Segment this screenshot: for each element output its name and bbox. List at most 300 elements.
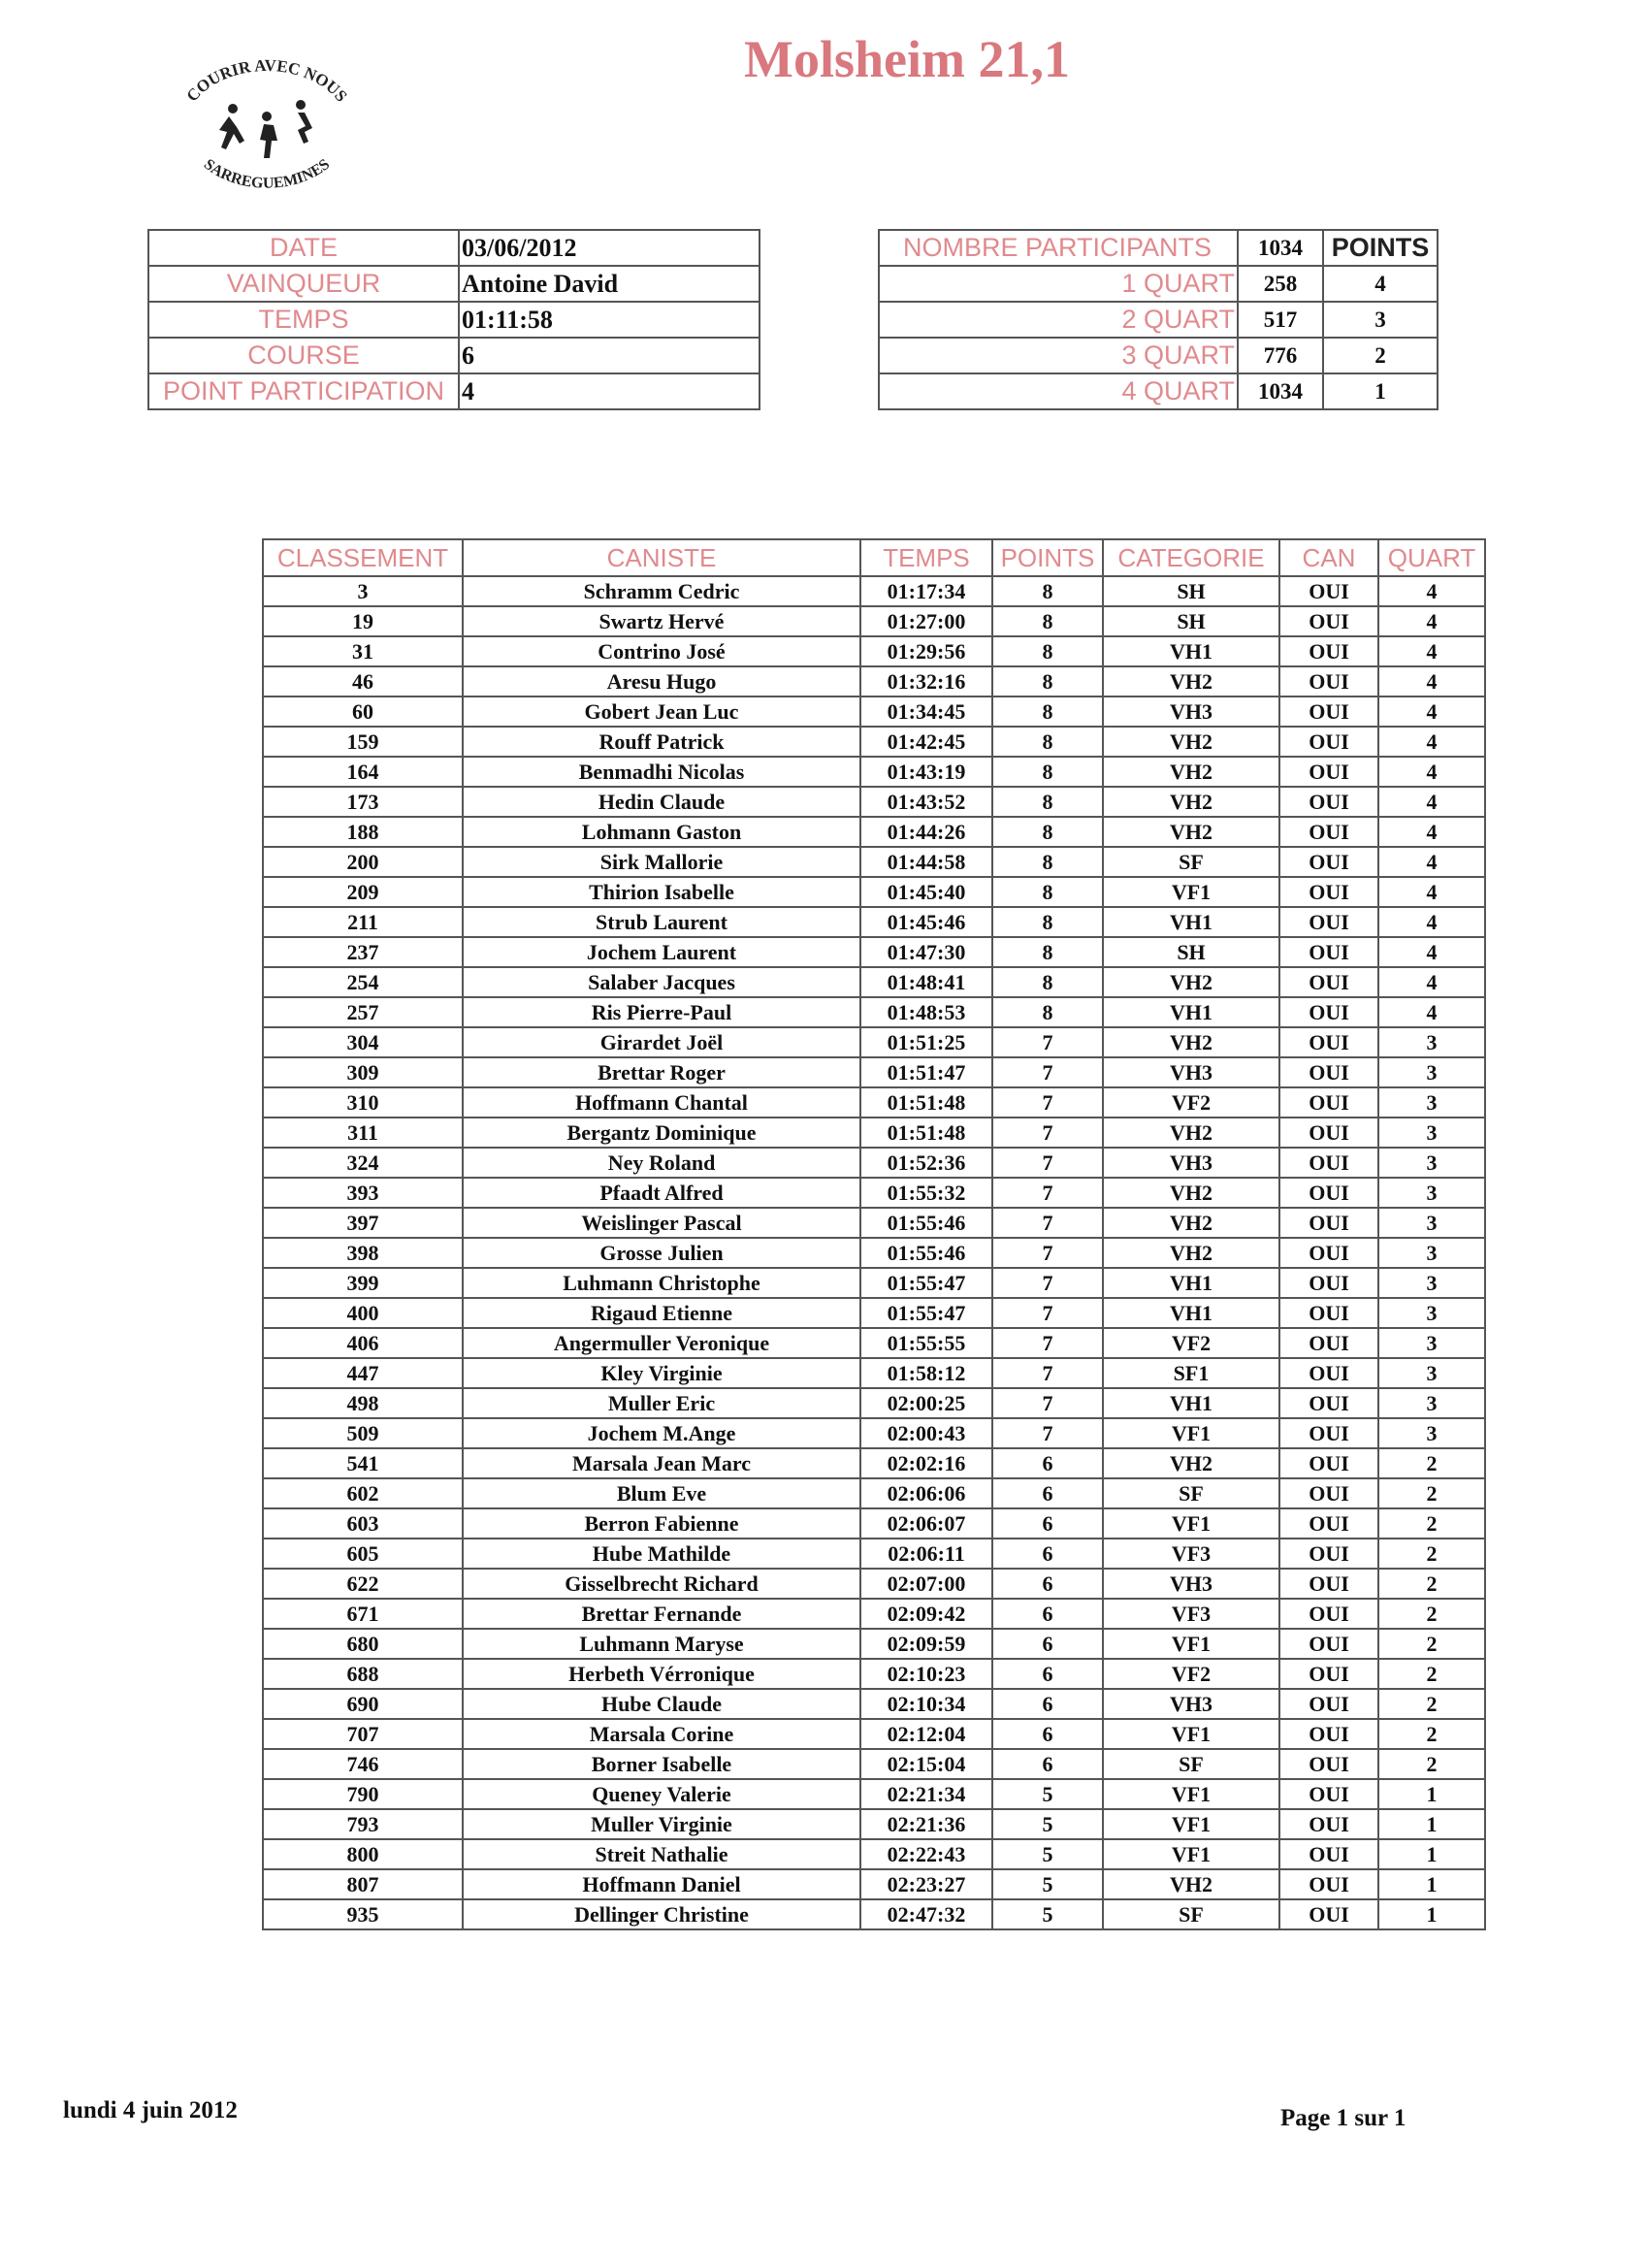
table-row xyxy=(263,1328,1485,1358)
rank-cell: 680 xyxy=(263,1629,463,1659)
column-header: CAN xyxy=(1279,539,1378,576)
footer-date: lundi 4 juin 2012 xyxy=(63,2097,238,2123)
name-cell: Muller Eric xyxy=(463,1388,860,1418)
results-header-row xyxy=(263,539,1485,576)
points-cell: 8 xyxy=(992,937,1103,967)
table-row xyxy=(263,1508,1485,1539)
time-cell: 01:55:47 xyxy=(860,1268,992,1298)
info-label: DATE xyxy=(148,230,459,266)
rank-cell: 498 xyxy=(263,1388,463,1418)
time-cell: 01:55:32 xyxy=(860,1178,992,1208)
points-cell: 5 xyxy=(992,1899,1103,1929)
category-cell: VH2 xyxy=(1103,1118,1279,1148)
logo-text-top: COURIR AVEC NOUS xyxy=(182,58,351,106)
name-cell: Gisselbrecht Richard xyxy=(463,1569,860,1599)
rank-cell: 541 xyxy=(263,1448,463,1478)
table-row xyxy=(263,877,1485,907)
category-cell: VF1 xyxy=(1103,1418,1279,1448)
quart-cell: 3 xyxy=(1378,1268,1485,1298)
quart-cell: 3 xyxy=(1378,1178,1485,1208)
time-cell: 02:06:06 xyxy=(860,1478,992,1508)
quart-cell: 4 xyxy=(1378,967,1485,997)
info-label: TEMPS xyxy=(148,302,459,338)
can-cell: OUI xyxy=(1279,817,1378,847)
category-cell: VF1 xyxy=(1103,877,1279,907)
category-cell: VH1 xyxy=(1103,997,1279,1027)
can-cell: OUI xyxy=(1279,1719,1378,1749)
quart-cell: 4 xyxy=(1378,697,1485,727)
category-cell: VF1 xyxy=(1103,1809,1279,1839)
quarter-label: 4 QUART xyxy=(879,373,1238,409)
category-cell: VF1 xyxy=(1103,1629,1279,1659)
info-value: 03/06/2012 xyxy=(459,230,760,266)
name-cell: Girardet Joël xyxy=(463,1027,860,1057)
rank-cell: 164 xyxy=(263,757,463,787)
can-cell: OUI xyxy=(1279,636,1378,666)
table-row xyxy=(263,817,1485,847)
can-cell: OUI xyxy=(1279,1268,1378,1298)
points-cell: 5 xyxy=(992,1869,1103,1899)
name-cell: Contrino José xyxy=(463,636,860,666)
points-cell: 6 xyxy=(992,1448,1103,1478)
quart-cell: 3 xyxy=(1378,1298,1485,1328)
table-row xyxy=(263,1779,1485,1809)
quart-cell: 4 xyxy=(1378,997,1485,1027)
can-cell: OUI xyxy=(1279,697,1378,727)
rank-cell: 398 xyxy=(263,1238,463,1268)
time-cell: 01:44:26 xyxy=(860,817,992,847)
time-cell: 01:51:47 xyxy=(860,1057,992,1087)
quart-cell: 3 xyxy=(1378,1148,1485,1178)
points-header: POINTS xyxy=(1323,230,1438,266)
info-row xyxy=(148,230,760,266)
footer-page: Page 1 sur 1 xyxy=(1280,2105,1406,2131)
rank-cell: 188 xyxy=(263,817,463,847)
time-cell: 01:55:47 xyxy=(860,1298,992,1328)
category-cell: SH xyxy=(1103,937,1279,967)
category-cell: VH1 xyxy=(1103,907,1279,937)
points-cell: 5 xyxy=(992,1839,1103,1869)
name-cell: Hoffmann Chantal xyxy=(463,1087,860,1118)
table-row xyxy=(263,1809,1485,1839)
table-row xyxy=(263,967,1485,997)
rank-cell: 159 xyxy=(263,727,463,757)
name-cell: Lohmann Gaston xyxy=(463,817,860,847)
name-cell: Rigaud Etienne xyxy=(463,1298,860,1328)
can-cell: OUI xyxy=(1279,1569,1378,1599)
table-row xyxy=(263,1118,1485,1148)
table-row xyxy=(263,1599,1485,1629)
points-cell: 7 xyxy=(992,1268,1103,1298)
category-cell: VH3 xyxy=(1103,1569,1279,1599)
category-cell: VH2 xyxy=(1103,967,1279,997)
table-row xyxy=(263,1448,1485,1478)
time-cell: 02:22:43 xyxy=(860,1839,992,1869)
table-row xyxy=(263,1298,1485,1328)
category-cell: SH xyxy=(1103,576,1279,606)
points-cell: 6 xyxy=(992,1659,1103,1689)
time-cell: 02:23:27 xyxy=(860,1869,992,1899)
name-cell: Benmadhi Nicolas xyxy=(463,757,860,787)
category-cell: VH3 xyxy=(1103,697,1279,727)
quart-cell: 4 xyxy=(1378,757,1485,787)
table-row xyxy=(263,1569,1485,1599)
time-cell: 02:15:04 xyxy=(860,1749,992,1779)
quart-cell: 2 xyxy=(1378,1719,1485,1749)
table-row xyxy=(263,697,1485,727)
time-cell: 02:06:11 xyxy=(860,1539,992,1569)
time-cell: 02:02:16 xyxy=(860,1448,992,1478)
table-row xyxy=(263,1087,1485,1118)
category-cell: VF2 xyxy=(1103,1659,1279,1689)
quart-cell: 1 xyxy=(1378,1899,1485,1929)
svg-text:SARREGUEMINES xyxy=(201,156,333,192)
quart-cell: 3 xyxy=(1378,1208,1485,1238)
category-cell: VF1 xyxy=(1103,1839,1279,1869)
category-cell: VF3 xyxy=(1103,1539,1279,1569)
info-row xyxy=(148,373,760,409)
quart-cell: 2 xyxy=(1378,1749,1485,1779)
table-row xyxy=(263,1208,1485,1238)
name-cell: Berron Fabienne xyxy=(463,1508,860,1539)
quart-cell: 4 xyxy=(1378,787,1485,817)
points-cell: 8 xyxy=(992,636,1103,666)
time-cell: 02:00:25 xyxy=(860,1388,992,1418)
can-cell: OUI xyxy=(1279,1689,1378,1719)
table-row xyxy=(263,1899,1485,1929)
time-cell: 01:43:19 xyxy=(860,757,992,787)
info-row xyxy=(148,338,760,373)
participants-label: NOMBRE PARTICIPANTS xyxy=(879,230,1238,266)
name-cell: Weislinger Pascal xyxy=(463,1208,860,1238)
can-cell: OUI xyxy=(1279,576,1378,606)
name-cell: Streit Nathalie xyxy=(463,1839,860,1869)
quart-cell: 3 xyxy=(1378,1388,1485,1418)
quarter-label: 2 QUART xyxy=(879,302,1238,338)
time-cell: 01:55:55 xyxy=(860,1328,992,1358)
quart-cell: 1 xyxy=(1378,1839,1485,1869)
rank-cell: 310 xyxy=(263,1087,463,1118)
time-cell: 02:10:23 xyxy=(860,1659,992,1689)
quart-cell: 4 xyxy=(1378,576,1485,606)
table-row xyxy=(263,727,1485,757)
name-cell: Jochem Laurent xyxy=(463,937,860,967)
category-cell: SF xyxy=(1103,847,1279,877)
quart-cell: 2 xyxy=(1378,1448,1485,1478)
participants-count: 1034 xyxy=(1238,230,1323,266)
rank-cell: 746 xyxy=(263,1749,463,1779)
category-cell: SF xyxy=(1103,1478,1279,1508)
quart-cell: 3 xyxy=(1378,1087,1485,1118)
logo-text-bottom: SARREGUEMINES xyxy=(200,155,334,192)
can-cell: OUI xyxy=(1279,1659,1378,1689)
category-cell: VH2 xyxy=(1103,1869,1279,1899)
quart-cell: 2 xyxy=(1378,1629,1485,1659)
points-cell: 8 xyxy=(992,606,1103,636)
time-cell: 01:47:30 xyxy=(860,937,992,967)
quart-cell: 3 xyxy=(1378,1358,1485,1388)
table-row xyxy=(263,1178,1485,1208)
can-cell: OUI xyxy=(1279,1328,1378,1358)
table-row xyxy=(263,1539,1485,1569)
points-cell: 7 xyxy=(992,1238,1103,1268)
column-header: CLASSEMENT xyxy=(263,539,463,576)
info-value: Antoine David xyxy=(459,266,760,302)
time-cell: 02:21:34 xyxy=(860,1779,992,1809)
points-cell: 6 xyxy=(992,1599,1103,1629)
category-cell: VH3 xyxy=(1103,1057,1279,1087)
rank-cell: 254 xyxy=(263,967,463,997)
name-cell: Thirion Isabelle xyxy=(463,877,860,907)
quarter-points: 4 xyxy=(1323,266,1438,302)
table-row xyxy=(263,997,1485,1027)
rank-cell: 605 xyxy=(263,1539,463,1569)
quart-cell: 4 xyxy=(1378,636,1485,666)
name-cell: Ney Roland xyxy=(463,1148,860,1178)
table-row xyxy=(263,1148,1485,1178)
quart-cell: 3 xyxy=(1378,1118,1485,1148)
points-cell: 6 xyxy=(992,1508,1103,1539)
points-cell: 7 xyxy=(992,1148,1103,1178)
category-cell: VH2 xyxy=(1103,1208,1279,1238)
can-cell: OUI xyxy=(1279,1148,1378,1178)
name-cell: Swartz Hervé xyxy=(463,606,860,636)
name-cell: Hoffmann Daniel xyxy=(463,1869,860,1899)
info-label: VAINQUEUR xyxy=(148,266,459,302)
name-cell: Bergantz Dominique xyxy=(463,1118,860,1148)
can-cell: OUI xyxy=(1279,1388,1378,1418)
time-cell: 01:45:40 xyxy=(860,877,992,907)
category-cell: VF3 xyxy=(1103,1599,1279,1629)
category-cell: VH2 xyxy=(1103,1178,1279,1208)
rank-cell: 509 xyxy=(263,1418,463,1448)
column-header: TEMPS xyxy=(860,539,992,576)
quart-cell: 3 xyxy=(1378,1027,1485,1057)
time-cell: 01:51:48 xyxy=(860,1087,992,1118)
name-cell: Brettar Fernande xyxy=(463,1599,860,1629)
can-cell: OUI xyxy=(1279,1749,1378,1779)
quart-cell: 1 xyxy=(1378,1779,1485,1809)
page-title: Molsheim 21,1 xyxy=(744,30,1070,88)
table-row xyxy=(263,787,1485,817)
points-cell: 7 xyxy=(992,1087,1103,1118)
rank-cell: 257 xyxy=(263,997,463,1027)
quart-cell: 1 xyxy=(1378,1869,1485,1899)
table-row xyxy=(263,1027,1485,1057)
time-cell: 02:10:34 xyxy=(860,1689,992,1719)
quart-cell: 4 xyxy=(1378,817,1485,847)
rank-cell: 622 xyxy=(263,1569,463,1599)
can-cell: OUI xyxy=(1279,666,1378,697)
quarter-row xyxy=(879,302,1438,338)
rank-cell: 60 xyxy=(263,697,463,727)
quarter-count: 258 xyxy=(1238,266,1323,302)
can-cell: OUI xyxy=(1279,877,1378,907)
name-cell: Hube Claude xyxy=(463,1689,860,1719)
can-cell: OUI xyxy=(1279,937,1378,967)
quarter-header-row xyxy=(879,230,1438,266)
quart-cell: 4 xyxy=(1378,877,1485,907)
rank-cell: 400 xyxy=(263,1298,463,1328)
race-info-table xyxy=(147,229,760,410)
info-label: POINT PARTICIPATION xyxy=(148,373,459,409)
time-cell: 01:44:58 xyxy=(860,847,992,877)
time-cell: 01:58:12 xyxy=(860,1358,992,1388)
points-cell: 7 xyxy=(992,1057,1103,1087)
can-cell: OUI xyxy=(1279,1118,1378,1148)
quart-cell: 2 xyxy=(1378,1689,1485,1719)
table-row xyxy=(263,1719,1485,1749)
quarter-label: 3 QUART xyxy=(879,338,1238,373)
quart-cell: 2 xyxy=(1378,1599,1485,1629)
quart-cell: 2 xyxy=(1378,1508,1485,1539)
quart-cell: 3 xyxy=(1378,1418,1485,1448)
rank-cell: 173 xyxy=(263,787,463,817)
table-row xyxy=(263,1388,1485,1418)
rank-cell: 807 xyxy=(263,1869,463,1899)
category-cell: SF1 xyxy=(1103,1358,1279,1388)
time-cell: 01:55:46 xyxy=(860,1238,992,1268)
points-cell: 7 xyxy=(992,1298,1103,1328)
rank-cell: 397 xyxy=(263,1208,463,1238)
can-cell: OUI xyxy=(1279,727,1378,757)
can-cell: OUI xyxy=(1279,1087,1378,1118)
rank-cell: 200 xyxy=(263,847,463,877)
time-cell: 01:52:36 xyxy=(860,1148,992,1178)
time-cell: 01:32:16 xyxy=(860,666,992,697)
table-row xyxy=(263,1629,1485,1659)
category-cell: SH xyxy=(1103,606,1279,636)
results-table xyxy=(262,538,1486,1930)
category-cell: VF1 xyxy=(1103,1508,1279,1539)
rank-cell: 211 xyxy=(263,907,463,937)
category-cell: VH1 xyxy=(1103,1268,1279,1298)
category-cell: SF xyxy=(1103,1749,1279,1779)
can-cell: OUI xyxy=(1279,1178,1378,1208)
points-cell: 7 xyxy=(992,1328,1103,1358)
time-cell: 01:48:41 xyxy=(860,967,992,997)
time-cell: 02:09:59 xyxy=(860,1629,992,1659)
points-cell: 6 xyxy=(992,1719,1103,1749)
can-cell: OUI xyxy=(1279,1027,1378,1057)
points-cell: 7 xyxy=(992,1178,1103,1208)
points-cell: 8 xyxy=(992,907,1103,937)
time-cell: 02:00:43 xyxy=(860,1418,992,1448)
can-cell: OUI xyxy=(1279,1899,1378,1929)
rank-cell: 602 xyxy=(263,1478,463,1508)
category-cell: VF1 xyxy=(1103,1719,1279,1749)
table-row xyxy=(263,847,1485,877)
name-cell: Dellinger Christine xyxy=(463,1899,860,1929)
column-header: QUART xyxy=(1378,539,1485,576)
table-row xyxy=(263,606,1485,636)
can-cell: OUI xyxy=(1279,1839,1378,1869)
rank-cell: 800 xyxy=(263,1839,463,1869)
can-cell: OUI xyxy=(1279,1358,1378,1388)
quart-cell: 3 xyxy=(1378,1238,1485,1268)
name-cell: Herbeth Vérronique xyxy=(463,1659,860,1689)
rank-cell: 793 xyxy=(263,1809,463,1839)
column-header: CANISTE xyxy=(463,539,860,576)
can-cell: OUI xyxy=(1279,1418,1378,1448)
can-cell: OUI xyxy=(1279,847,1378,877)
table-row xyxy=(263,636,1485,666)
name-cell: Muller Virginie xyxy=(463,1809,860,1839)
rank-cell: 311 xyxy=(263,1118,463,1148)
quart-cell: 1 xyxy=(1378,1809,1485,1839)
can-cell: OUI xyxy=(1279,1629,1378,1659)
time-cell: 01:51:25 xyxy=(860,1027,992,1057)
quart-cell: 3 xyxy=(1378,1057,1485,1087)
time-cell: 02:09:42 xyxy=(860,1599,992,1629)
time-cell: 02:47:32 xyxy=(860,1899,992,1929)
time-cell: 01:27:00 xyxy=(860,606,992,636)
quarter-count: 776 xyxy=(1238,338,1323,373)
name-cell: Schramm Cedric xyxy=(463,576,860,606)
table-row xyxy=(263,1238,1485,1268)
name-cell: Grosse Julien xyxy=(463,1238,860,1268)
points-cell: 7 xyxy=(992,1208,1103,1238)
name-cell: Brettar Roger xyxy=(463,1057,860,1087)
can-cell: OUI xyxy=(1279,1539,1378,1569)
time-cell: 02:21:36 xyxy=(860,1809,992,1839)
table-row xyxy=(263,1689,1485,1719)
can-cell: OUI xyxy=(1279,1478,1378,1508)
info-label: COURSE xyxy=(148,338,459,373)
runner-figures-icon xyxy=(219,100,312,158)
column-header: CATEGORIE xyxy=(1103,539,1279,576)
category-cell: VH1 xyxy=(1103,636,1279,666)
category-cell: VH2 xyxy=(1103,1238,1279,1268)
name-cell: Aresu Hugo xyxy=(463,666,860,697)
category-cell: VH2 xyxy=(1103,727,1279,757)
points-cell: 7 xyxy=(992,1118,1103,1148)
name-cell: Borner Isabelle xyxy=(463,1749,860,1779)
name-cell: Sirk Mallorie xyxy=(463,847,860,877)
can-cell: OUI xyxy=(1279,1508,1378,1539)
rank-cell: 19 xyxy=(263,606,463,636)
points-cell: 7 xyxy=(992,1358,1103,1388)
points-cell: 8 xyxy=(992,997,1103,1027)
can-cell: OUI xyxy=(1279,1298,1378,1328)
can-cell: OUI xyxy=(1279,757,1378,787)
info-row xyxy=(148,302,760,338)
table-row xyxy=(263,1478,1485,1508)
time-cell: 01:43:52 xyxy=(860,787,992,817)
rank-cell: 603 xyxy=(263,1508,463,1539)
name-cell: Marsala Jean Marc xyxy=(463,1448,860,1478)
category-cell: VH3 xyxy=(1103,1148,1279,1178)
rank-cell: 46 xyxy=(263,666,463,697)
points-cell: 8 xyxy=(992,727,1103,757)
points-cell: 7 xyxy=(992,1027,1103,1057)
rank-cell: 209 xyxy=(263,877,463,907)
name-cell: Hube Mathilde xyxy=(463,1539,860,1569)
time-cell: 02:12:04 xyxy=(860,1719,992,1749)
can-cell: OUI xyxy=(1279,967,1378,997)
table-row xyxy=(263,937,1485,967)
name-cell: Hedin Claude xyxy=(463,787,860,817)
name-cell: Pfaadt Alfred xyxy=(463,1178,860,1208)
can-cell: OUI xyxy=(1279,606,1378,636)
quart-cell: 2 xyxy=(1378,1659,1485,1689)
rank-cell: 324 xyxy=(263,1148,463,1178)
can-cell: OUI xyxy=(1279,1057,1378,1087)
rank-cell: 399 xyxy=(263,1268,463,1298)
quarter-points: 2 xyxy=(1323,338,1438,373)
points-cell: 8 xyxy=(992,576,1103,606)
points-cell: 8 xyxy=(992,967,1103,997)
